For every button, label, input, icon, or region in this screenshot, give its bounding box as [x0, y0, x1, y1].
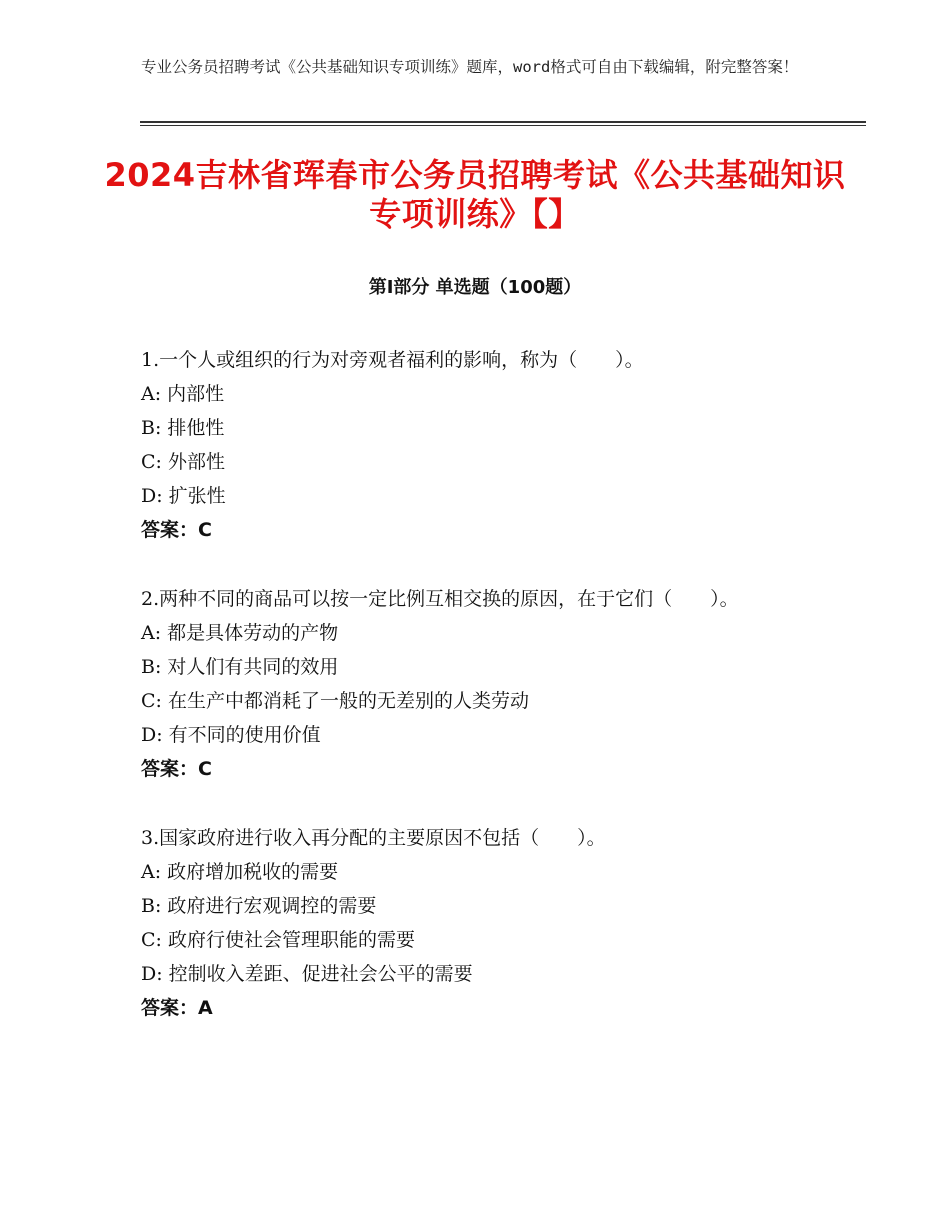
- question-item: [141, 821, 841, 1025]
- question-stem: 3.国家政府进行收入再分配的主要原因不包括（ ）。: [141, 827, 606, 849]
- option-d: D: 扩张性: [141, 485, 226, 507]
- option-a: A: 内部性: [141, 383, 225, 405]
- answer: 答案：A: [141, 997, 213, 1019]
- header-note: 专业公务员招聘考试《公共基础知识专项训练》题库，word格式可自由下载编辑，附完整答案！: [141, 58, 799, 76]
- option-b: B: 政府进行宏观调控的需要: [141, 895, 377, 917]
- option-b: B: 排他性: [141, 417, 225, 439]
- option-c: C: 外部性: [141, 451, 225, 473]
- header-rule-thin: [140, 125, 866, 126]
- answer: 答案：C: [141, 758, 212, 780]
- question-item: [141, 343, 841, 547]
- option-a: A: 政府增加税收的需要: [141, 861, 339, 883]
- section-title: 第Ⅰ部分 单选题（100题）: [368, 277, 582, 298]
- question-list: [141, 343, 841, 1060]
- option-c: C: 政府行使社会管理职能的需要: [141, 929, 415, 951]
- header-rule-thick: [140, 121, 866, 123]
- question-item: [141, 582, 841, 786]
- option-a: A: 都是具体劳动的产物: [141, 622, 339, 644]
- option-d: D: 有不同的使用价值: [141, 724, 321, 746]
- answer: 答案：C: [141, 519, 212, 541]
- option-d: D: 控制收入差距、促进社会公平的需要: [141, 963, 473, 985]
- option-c: C: 在生产中都消耗了一般的无差别的人类劳动: [141, 690, 529, 712]
- question-stem: 2.两种不同的商品可以按一定比例互相交换的原因，在于它们（ ）。: [141, 588, 739, 610]
- document-title: 2024吉林省珲春市公务员招聘考试《公共基础知识专项训练》【】: [104, 156, 846, 233]
- option-b: B: 对人们有共同的效用: [141, 656, 339, 678]
- question-stem: 1.一个人或组织的行为对旁观者福利的影响，称为（ ）。: [141, 349, 644, 371]
